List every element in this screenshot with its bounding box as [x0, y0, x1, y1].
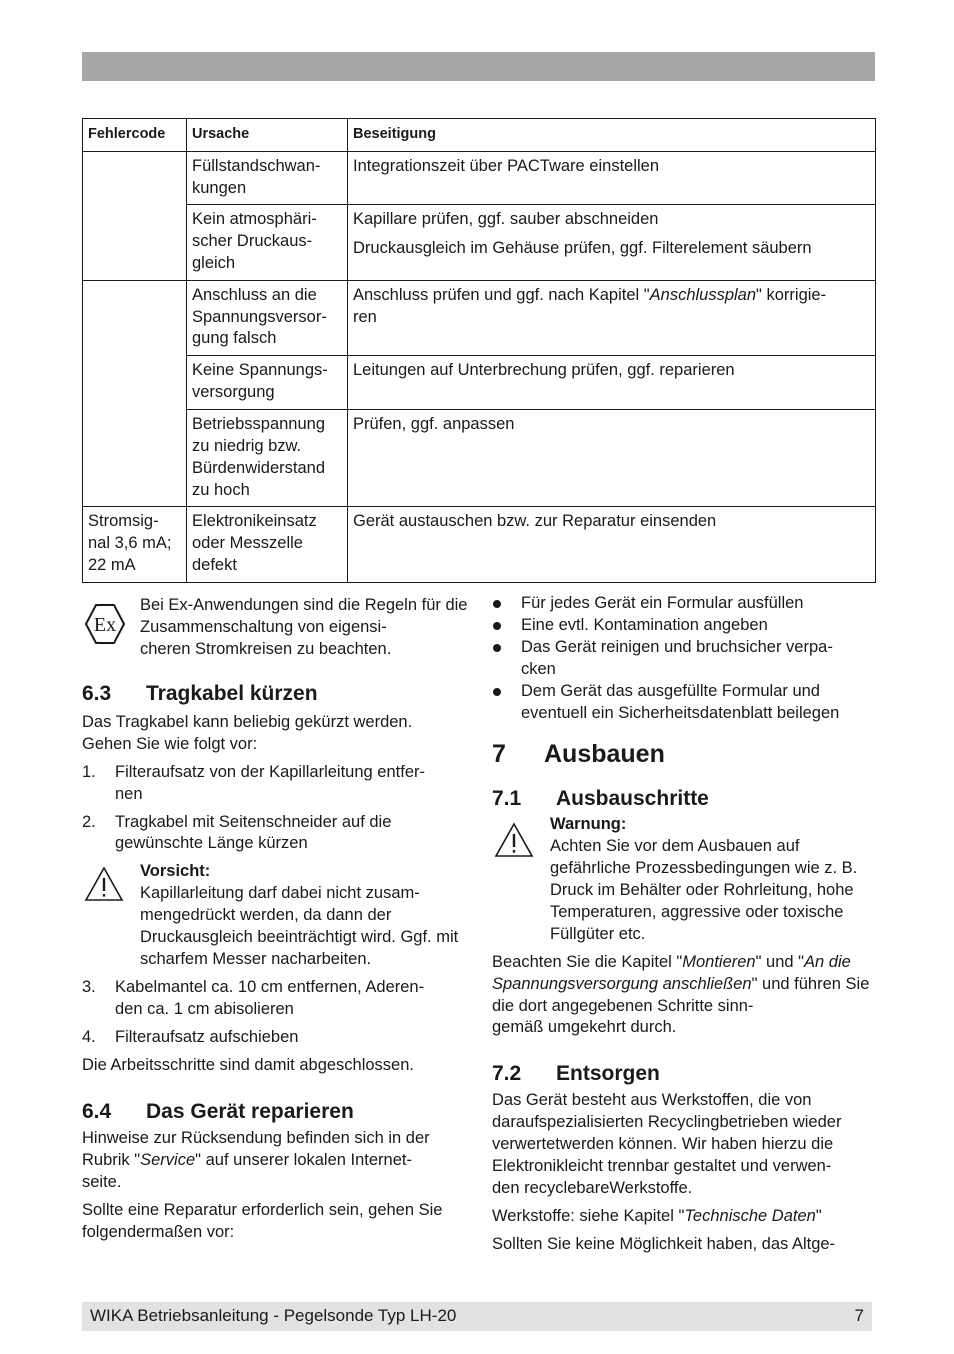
- list-item: 3. Kabelmantel ca. 10 cm entfernen, Aderen- den ca. 1 cm abisolieren: [82, 977, 425, 1018]
- col-header-cause: Ursache: [187, 119, 348, 152]
- remedy-line: Druckausgleich im Gehäuse prüfen, ggf. Filterelement säubern: [353, 239, 812, 258]
- section-heading-6-3: 6.3 Tragkabel kürzen: [82, 682, 318, 705]
- remedy-cell: Integrationszeit über PACTware einstellen: [348, 151, 876, 205]
- table-row: [83, 507, 876, 582]
- table-header-row: [83, 119, 876, 152]
- footer-title: WIKA Betriebsanleitung - Pegelsonde Typ LH-20: [90, 1306, 457, 1325]
- bullet-list: [492, 593, 878, 724]
- table-row: [83, 280, 876, 355]
- cause-cell: Kein atmosphäri- scher Druckaus- gleich: [187, 205, 348, 280]
- remedy-cell: [348, 205, 876, 280]
- col-header-code: Fehlercode: [83, 119, 187, 152]
- header-bar: [82, 52, 875, 81]
- bullet-dot: [493, 644, 501, 652]
- paragraph: Beachten Sie die Kapitel "Montieren" und "An die Spannungsversorgung anschließen" und führen Sie die dort angegebenen Schritte sinn- gemäß umgekehrt durch.: [492, 952, 870, 1037]
- page-number: 7: [854, 1306, 864, 1325]
- paragraph: Sollten Sie keine Möglichkeit haben, das Altge-: [492, 1234, 836, 1253]
- remedy-line: Kapillare prüfen, ggf. sauber abschneiden: [353, 210, 659, 229]
- caution-box: [82, 861, 464, 971]
- warning-text: Achten Sie vor dem Ausbauen auf gefährliche Prozessbedingungen wie z. B. Druck im Behälter oder Rohrleitung, hohe Temperaturen, aggressive oder toxische Füllgüter etc.: [550, 837, 858, 943]
- paragraph: Die Arbeitsschritte sind damit abgeschlossen.: [82, 1055, 414, 1074]
- cause-cell: Füllstandschwan- kungen: [187, 151, 348, 205]
- steps-list: [82, 762, 464, 856]
- bullet-dot: [493, 622, 501, 630]
- list-item: Eine evtl. Kontamination angeben: [492, 615, 878, 637]
- caution-title: Vorsicht:: [140, 862, 211, 881]
- cause-cell: Keine Spannungs- versorgung: [187, 356, 348, 410]
- error-code-cell: [83, 151, 187, 280]
- remedy-cell: Leitungen auf Unterbrechung prüfen, ggf. reparieren: [348, 356, 876, 410]
- error-code-cell: Stromsig- nal 3,6 mA; 22 mA: [83, 507, 187, 582]
- section-heading-6-4: 6.4 Das Gerät reparieren: [82, 1099, 354, 1123]
- caution-text: Kapillarleitung darf dabei nicht zusam- mengedrückt werden, da dann der Druckausgleich beeinträchtigt wird. Ggf. mit scharfem Messer nacharbeiten.: [140, 884, 459, 968]
- warning-box: [492, 814, 878, 945]
- section-heading-7-2: 7.2 Entsorgen: [492, 1062, 660, 1086]
- paragraph: Das Tragkabel kann beliebig gekürzt werden. Gehen Sie wie folgt vor:: [82, 712, 413, 753]
- error-table: [82, 118, 876, 583]
- section-heading-7: 7 Ausbauen: [492, 740, 665, 769]
- bullet-dot: [493, 688, 501, 696]
- paragraph: Hinweise zur Rücksendung befinden sich in der Rubrik "Service" auf unserer lokalen Internet- seite.: [82, 1129, 430, 1192]
- page-footer: [82, 1302, 872, 1331]
- table-row: [83, 205, 876, 280]
- warning-triangle-icon: [494, 822, 534, 858]
- paragraph: Werkstoffe: siehe Kapitel "Technische Daten": [492, 1206, 822, 1225]
- cause-cell: Anschluss an die Spannungsversor- gung falsch: [187, 280, 348, 355]
- table-row: [83, 151, 876, 205]
- ex-protection-icon: [84, 603, 126, 645]
- bullet-dot: [493, 600, 501, 608]
- section-heading-7-1: 7.1 Ausbauschritte: [492, 787, 709, 811]
- list-item: 1. Filteraufsatz von der Kapillarleitung entfer- nen: [82, 762, 425, 803]
- remedy-cell: Prüfen, ggf. anpassen: [348, 410, 876, 507]
- remedy-cell: Gerät austauschen bzw. zur Reparatur einsenden: [348, 507, 876, 582]
- list-item: 4. Filteraufsatz aufschieben: [82, 1027, 299, 1046]
- list-item: 2. Tragkabel mit Seitenschneider auf die gewünschte Länge kürzen: [82, 812, 392, 853]
- list-item: Für jedes Gerät ein Formular ausfüllen: [492, 593, 878, 615]
- list-item: Das Gerät reinigen und bruchsicher verpa- cken: [492, 637, 878, 681]
- paragraph: Das Gerät besteht aus Werkstoffen, die von daraufspezialisierten Recyclingbetrieben wieder verwertetwerden können. Wir haben hierzu die Elektronikleicht trennbar gestaltet und verwen- den recyclebareWerkstoffe.: [492, 1091, 842, 1197]
- table-row: [83, 410, 876, 507]
- warning-triangle-icon: [84, 866, 124, 902]
- steps-list: [82, 977, 464, 1049]
- cause-cell: Elektronikeinsatz oder Messzelle defekt: [187, 507, 348, 582]
- table-row: [83, 356, 876, 410]
- warning-title: Warnung:: [550, 815, 627, 834]
- svg-text:Ex: Ex: [93, 614, 117, 636]
- col-header-remedy: Beseitigung: [348, 119, 876, 152]
- list-item: Dem Gerät das ausgefüllte Formular und eventuell ein Sicherheitsdatenblatt beilegen: [492, 681, 878, 725]
- error-code-cell: [83, 280, 187, 507]
- cause-cell: Betriebsspannung zu niedrig bzw. Bürdenwiderstand zu hoch: [187, 410, 348, 507]
- remedy-cell: Anschluss prüfen und ggf. nach Kapitel "Anschlussplan" korrigie- ren: [348, 280, 876, 355]
- paragraph: Sollte eine Reparatur erforderlich sein, gehen Sie folgendermaßen vor:: [82, 1201, 443, 1242]
- ex-note: Bei Ex-Anwendungen sind die Regeln für die Zusammenschaltung von eigensi- cheren Stromkreisen zu beachten.: [140, 596, 468, 658]
- chapter-ref: Anschlussplan: [649, 285, 757, 304]
